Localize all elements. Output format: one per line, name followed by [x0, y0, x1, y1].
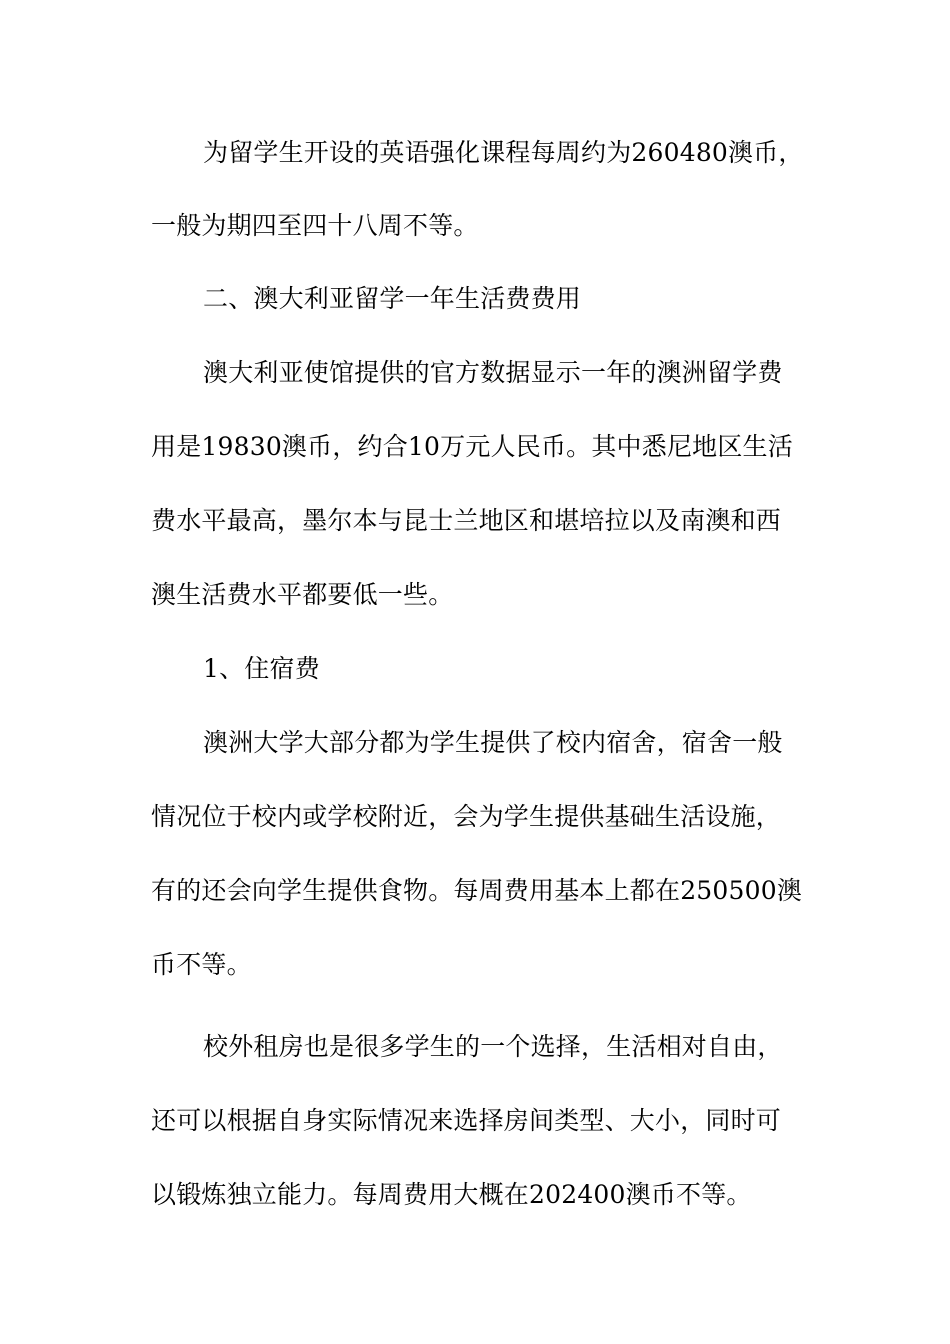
paragraph-line: 为留学生开设的英语强化课程每周约为260480澳币， [203, 138, 804, 167]
paragraph-line: 校外租房也是很多学生的一个选择，生活相对自由， [203, 1032, 783, 1061]
paragraph-line: 一般为期四至四十八周不等。 [151, 211, 479, 240]
paragraph-line: 澳大利亚使馆提供的官方数据显示一年的澳洲留学费 [203, 358, 783, 387]
paragraph-line: 费水平最高，墨尔本与昆士兰地区和堪培拉以及南澳和西 [151, 506, 782, 535]
paragraph-line: 以锻炼独立能力。每周费用大概在202400澳币不等。 [151, 1180, 752, 1209]
paragraph-line: 有的还会向学生提供食物。每周费用基本上都在250500澳 [151, 876, 803, 905]
paragraph-line: 澳生活费水平都要低一些。 [151, 580, 454, 609]
section-heading: 二、澳大利亚留学一年生活费费用 [203, 284, 582, 313]
paragraph-line: 用是19830澳币，约合10万元人民币。其中悉尼地区生活 [151, 432, 793, 461]
paragraph-line: 币不等。 [151, 950, 252, 979]
paragraph-line: 澳洲大学大部分都为学生提供了校内宿舍，宿舍一般 [203, 728, 783, 757]
paragraph-line: 还可以根据自身实际情况来选择房间类型、大小，同时可 [151, 1106, 782, 1135]
subsection-heading: 1、住宿费 [203, 654, 320, 683]
paragraph-line: 情况位于校内或学校附近，会为学生提供基础生活设施， [151, 802, 782, 831]
